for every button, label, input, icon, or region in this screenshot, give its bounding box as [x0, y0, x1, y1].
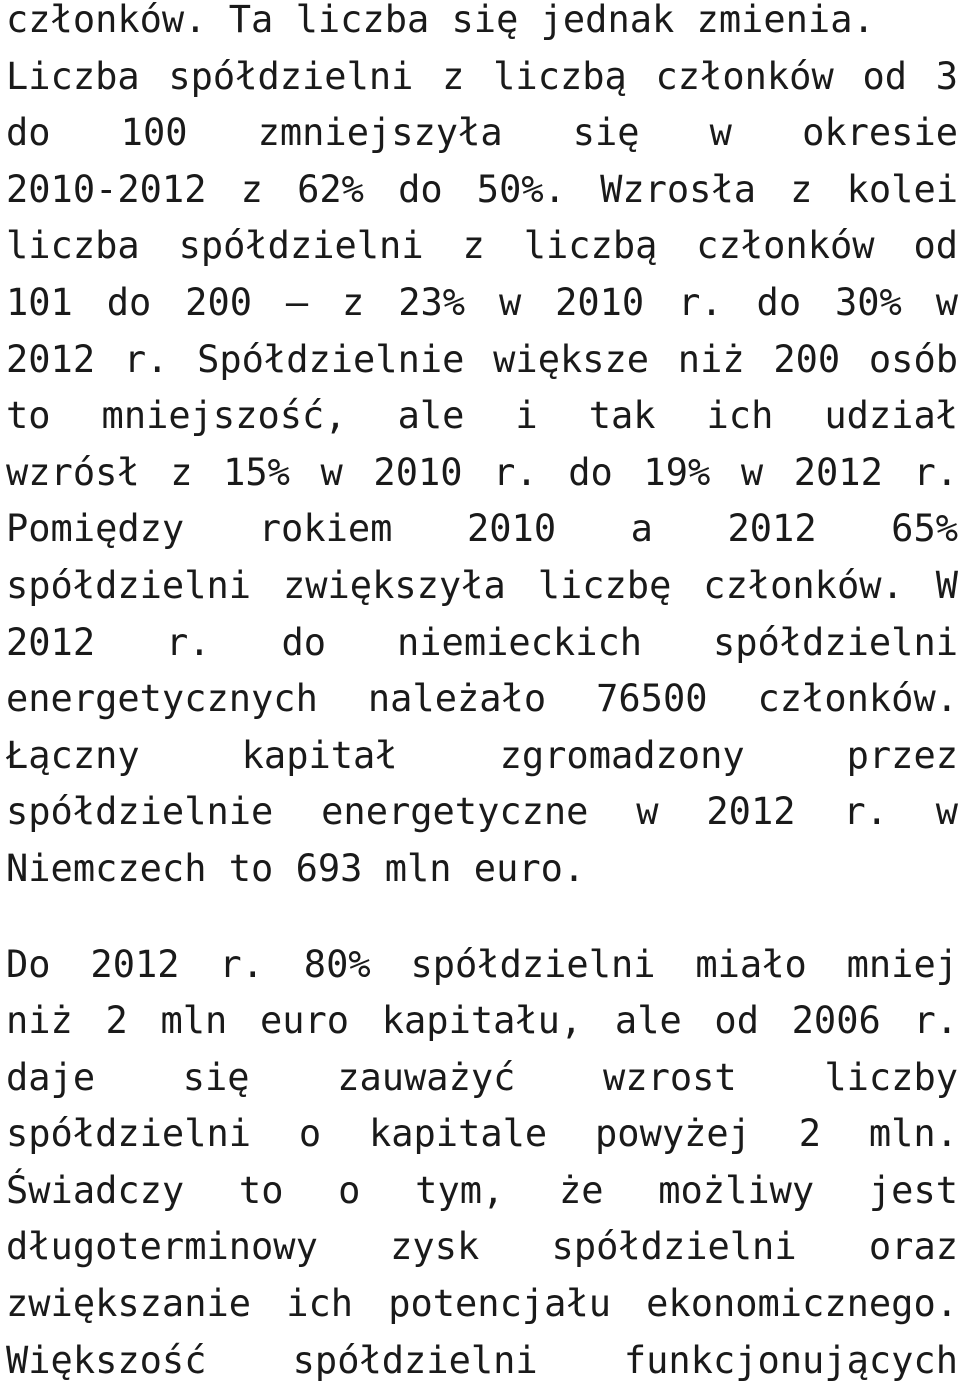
text-line: to mniejszość, ale i tak ich udział: [6, 388, 958, 445]
text-line: spółdzielni o kapitale powyżej 2 mln.: [6, 1106, 958, 1163]
text-line: Pomiędzy rokiem 2010 a 2012 65%: [6, 501, 958, 558]
text-line: liczba spółdzielni z liczbą członków od: [6, 218, 958, 275]
text-line: zwiększanie ich potencjału ekonomicznego.: [6, 1276, 958, 1333]
text-line: spółdzielni zwiększyła liczbę członków. W: [6, 558, 958, 615]
text-line: Liczba spółdzielni z liczbą członków od 3: [6, 49, 958, 106]
text-line: Łączny kapitał zgromadzony przez: [6, 728, 958, 785]
text-line: energetycznych należało 76500 członków.: [6, 671, 958, 728]
text-line: 101 do 200 – z 23% w 2010 r. do 30% w: [6, 275, 958, 332]
text-line: 2012 r. Spółdzielnie większe niż 200 osób: [6, 332, 958, 389]
text-line: do 100 zmniejszyła się w okresie: [6, 105, 958, 162]
text-line: długoterminowy zysk spółdzielni oraz: [6, 1219, 958, 1276]
paragraph-spacer: [6, 898, 958, 937]
document-page: [6, 0, 958, 1389]
paragraph-2: [6, 937, 958, 1389]
text-line: 2010-2012 z 62% do 50%. Wzrosła z kolei: [6, 162, 958, 219]
paragraph-1: [6, 0, 958, 898]
text-line: Do 2012 r. 80% spółdzielni miało mniej: [6, 937, 958, 994]
text-line: członków. Ta liczba się jednak zmienia.: [6, 0, 958, 49]
text-line: niż 2 mln euro kapitału, ale od 2006 r.: [6, 993, 958, 1050]
text-line: 2012 r. do niemieckich spółdzielni: [6, 615, 958, 672]
text-line: daje się zauważyć wzrost liczby: [6, 1050, 958, 1107]
text-line: spółdzielnie energetyczne w 2012 r. w: [6, 784, 958, 841]
text-line: Niemczech to 693 mln euro.: [6, 841, 958, 898]
text-line: Świadczy to o tym, że możliwy jest: [6, 1163, 958, 1220]
text-line: wzrósł z 15% w 2010 r. do 19% w 2012 r.: [6, 445, 958, 502]
text-line: Większość spółdzielni funkcjonujących: [6, 1333, 958, 1389]
